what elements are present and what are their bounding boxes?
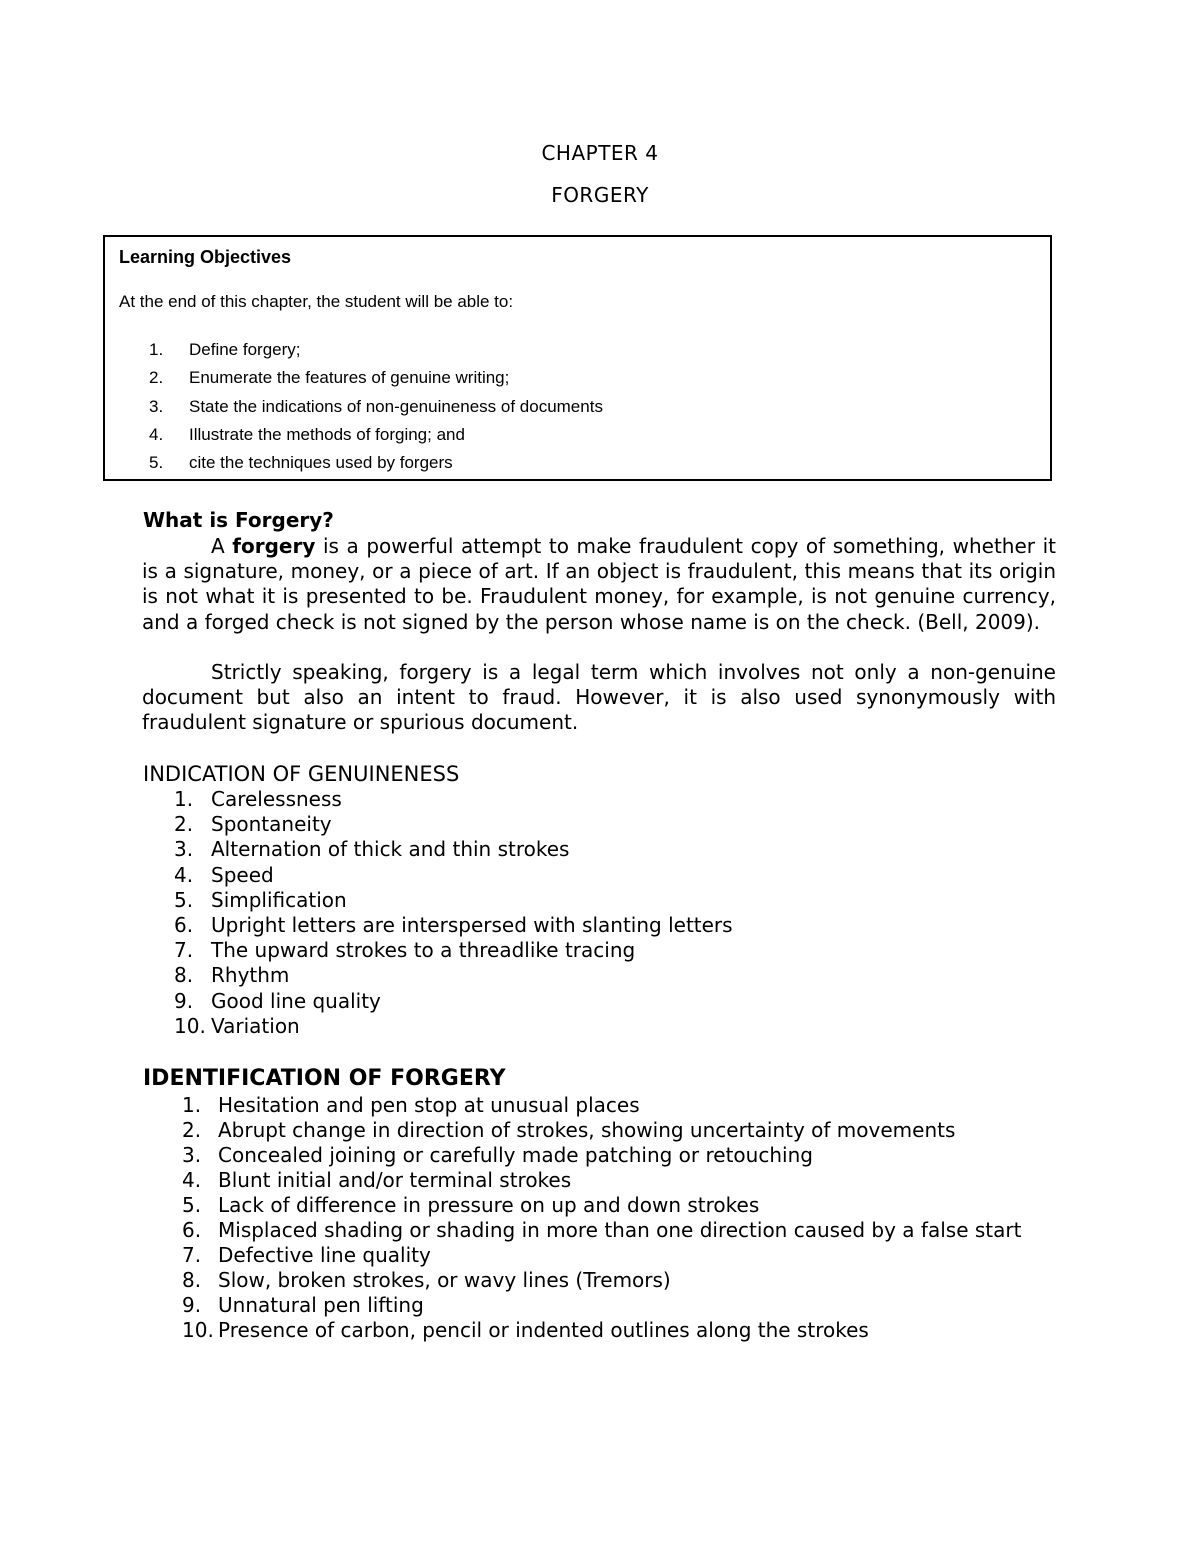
item-text: Slow, broken strokes, or wavy lines (Tremors) <box>218 1268 671 1292</box>
list-item <box>174 888 733 913</box>
chapter-number: CHAPTER 4 <box>541 141 659 165</box>
list-item <box>182 1193 1056 1218</box>
objective-item <box>149 364 603 392</box>
item-number: 2. <box>182 1118 202 1142</box>
objective-number: 3. <box>149 396 164 416</box>
objective-text: Enumerate the features of genuine writing; <box>189 368 510 388</box>
item-text: Defective line quality <box>218 1243 431 1267</box>
item-number: 10. <box>174 1013 206 1038</box>
item-number: 9. <box>182 1293 202 1317</box>
what-is-forgery-heading: What is Forgery? <box>143 508 334 532</box>
item-text: Spontaneity <box>211 812 332 837</box>
list-item <box>182 1318 1056 1343</box>
list-item <box>174 938 733 963</box>
objective-item <box>149 421 603 449</box>
list-item <box>182 1243 1056 1268</box>
forgery-term: forgery <box>232 534 316 558</box>
item-number: 2. <box>174 812 194 837</box>
item-number: 1. <box>182 1093 202 1117</box>
item-number: 10. <box>182 1318 214 1342</box>
objective-number: 5. <box>149 453 164 473</box>
item-number: 5. <box>174 887 194 912</box>
item-text: Alternation of thick and thin strokes <box>211 837 570 862</box>
list-item <box>174 963 733 988</box>
item-number: 5. <box>182 1193 202 1217</box>
objectives-intro: At the end of this chapter, the student will be able to: <box>119 292 514 311</box>
list-item <box>182 1093 1056 1118</box>
item-text: Blunt initial and/or terminal strokes <box>218 1168 572 1192</box>
objective-item <box>149 393 603 421</box>
item-text: Misplaced shading or shading in more than one direction caused by a false start <box>218 1218 1022 1242</box>
item-text: Lack of difference in pressure on up and down strokes <box>218 1193 760 1217</box>
item-text: Carelessness <box>211 787 342 811</box>
item-number: 6. <box>174 912 194 937</box>
genuineness-heading: INDICATION OF GENUINENESS <box>143 762 460 786</box>
list-item <box>174 787 733 812</box>
list-item <box>174 1014 733 1039</box>
objective-number: 4. <box>149 424 164 444</box>
definition-body: is a powerful attempt to make fraudulent copy of something, whether it is a signature, money, or a piece of art. If an object is fraudulent, this means that its origin is not what it is presented to be. Fraudulent money, for example, is not genuine currency, and a forged check is not signed by the person whose name is on the check. (Bell, 2009). <box>142 534 1056 634</box>
list-item <box>174 812 733 837</box>
list-item <box>182 1118 1056 1143</box>
legal-term-text: Strictly speaking, forgery is a legal term which involves not only a non-genuine document but also an intent to fraud. However, it is also used synonymously with fraudulent signature or spurious document. <box>142 660 1056 735</box>
item-number: 8. <box>182 1268 202 1292</box>
objective-item <box>149 336 603 364</box>
item-text: Speed <box>211 862 274 887</box>
objective-number: 1. <box>149 340 164 359</box>
item-number: 3. <box>182 1143 202 1167</box>
item-text: Presence of carbon, pencil or indented outlines along the strokes <box>218 1318 869 1342</box>
item-number: 1. <box>174 787 194 811</box>
item-number: 4. <box>182 1168 202 1192</box>
item-text: Abrupt change in direction of strokes, showing uncertainty of movements <box>218 1118 956 1142</box>
item-number: 8. <box>174 963 194 988</box>
identification-heading: IDENTIFICATION OF FORGERY <box>143 1066 506 1091</box>
item-text: Good line quality <box>211 988 381 1013</box>
list-item <box>174 863 733 888</box>
item-number: 6. <box>182 1218 202 1242</box>
objective-text: State the indications of non-genuineness of documents <box>189 396 603 416</box>
item-number: 7. <box>174 938 194 963</box>
item-number: 9. <box>174 988 194 1013</box>
item-number: 7. <box>182 1243 202 1267</box>
chapter-title: FORGERY <box>551 183 649 207</box>
item-text: Unnatural pen lifting <box>218 1293 424 1317</box>
item-text: Upright letters are interspersed with slanting letters <box>211 912 733 937</box>
list-item <box>174 913 733 938</box>
objective-text: Define forgery; <box>189 340 301 359</box>
item-text: Hesitation and pen stop at unusual places <box>218 1093 640 1117</box>
genuineness-list <box>174 787 733 1039</box>
forgery-definition-paragraph <box>142 534 1056 635</box>
objective-item <box>149 449 603 477</box>
item-text: Simplification <box>211 887 347 912</box>
definition-lead: A <box>211 534 233 558</box>
objectives-list <box>149 336 603 477</box>
list-item <box>182 1168 1056 1193</box>
item-number: 3. <box>174 837 194 862</box>
learning-objectives-box <box>103 235 1052 481</box>
item-text: Variation <box>211 1013 300 1038</box>
objective-text: cite the techniques used by forgers <box>189 453 453 473</box>
list-item <box>182 1293 1056 1318</box>
list-item <box>182 1143 1056 1168</box>
objective-text: Illustrate the methods of forging; and <box>189 424 465 444</box>
identification-list <box>182 1093 1056 1343</box>
legal-term-paragraph <box>142 660 1056 736</box>
item-text: Rhythm <box>211 963 290 988</box>
item-text: Concealed joining or carefully made patching or retouching <box>218 1143 813 1167</box>
item-text: The upward strokes to a threadlike tracing <box>211 938 636 963</box>
list-item <box>174 989 733 1014</box>
objectives-heading: Learning Objectives <box>119 247 292 267</box>
list-item <box>182 1268 1056 1293</box>
item-number: 4. <box>174 862 194 887</box>
list-item <box>182 1218 1056 1243</box>
objective-number: 2. <box>149 368 164 388</box>
list-item <box>174 837 733 862</box>
